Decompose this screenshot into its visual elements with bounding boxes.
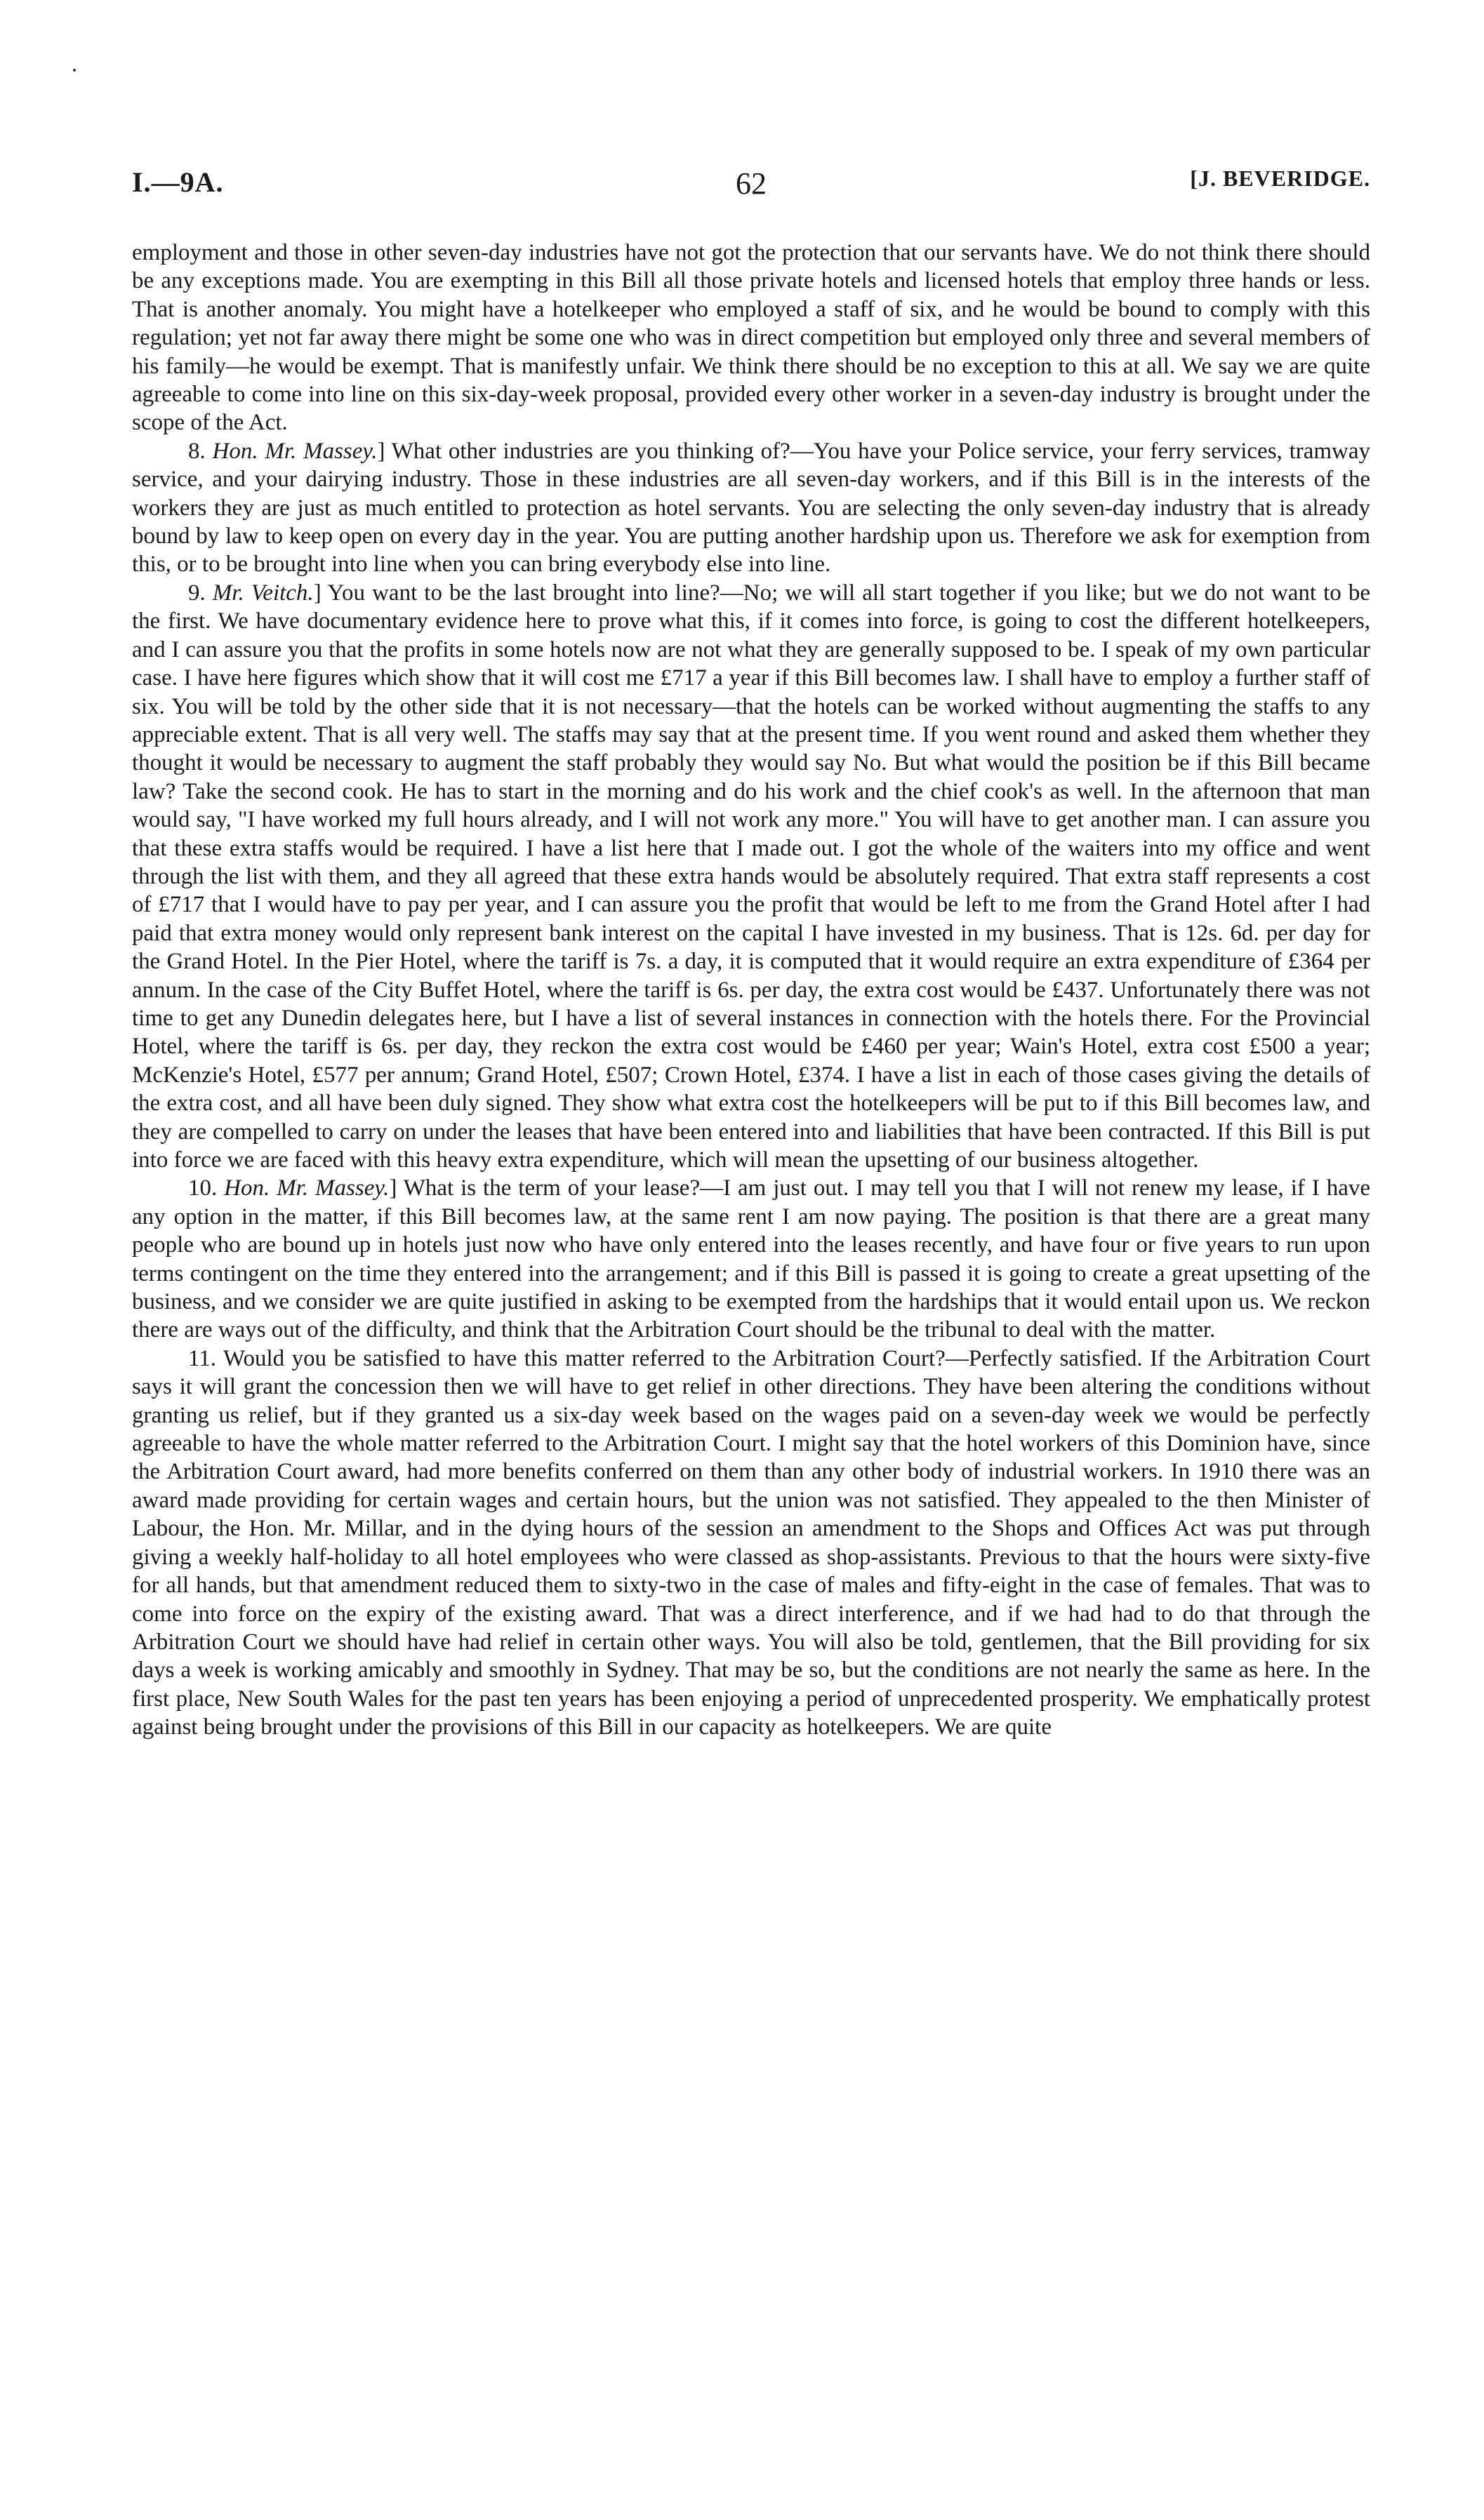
paragraph-text: Would you be satisfied to have this matter referred to the Arbitration Court?—Perfectly satisfied. If the Arbitration Court says it will grant the concession then we will have to get relief in other directions. They have been altering the conditions without granting us relief, but if they granted us a six-day week based on the wages paid on a seven-day week we would be perfectly agreeable to have the whole matter referred to the Arbitration Court. I might say that the hotel workers of this Dominion have, since the Arbitration Court award, had more benefits conferred on them than any other body of industrial workers. In 1910 there was an award made providing for certain wages and certain hours, but the union was not satisfied. They appealed to the then Minister of Labour, the Hon. Mr. Millar, and in the dying hours of the session an amendment to the Shops and Offices Act was put through giving a weekly half-holiday to all hotel employees who were classed as shop-assistants. Previous to that the hours were sixty-five for all hands, but that amendment reduced them to sixty-two in the case of males and fifty-eight in the case of females. That was to come into force on the expiry of the existing award. That was a direct interference, and if we had had to do that through the Arbitration Court we should have had relief in certain other ways. You will also be told, gentlemen, that the Bill providing for six days a week is working amicably and smoothly in Sydney. That may be so, but the conditions are not nearly the same as here. In the first place, New South Wales for the past ten years has been enjoying a period of unprecedented prosperity. We emphatically protest against being brought under the provisions of this Bill in our capacity as hotelkeepers. We are quite [132,1345,1370,1740]
report-reference: I.—9A. [132,166,224,198]
paragraph-text: employment and those in other seven-day industries have not got the protection that our servants have. We do not think there should be any exceptions made. You are exempting in this Bill all those private hotels and licensed hotels that employ three hands or less. That is another anomaly. You might have a hotelkeeper who employed a staff of six, and he would be bound to comply with this regulation; yet not far away there might be some one who was in direct competition but employed only three and several members of his family—he would be exempt. That is manifestly unfair. We think there should be no exception to this at all. We say we are quite agreeable to come into line on this six-day-week proposal, provided every other worker in a seven-day industry is brought under the scope of the Act. [132,240,1370,436]
question-8: 8. Hon. Mr. Massey.] What other industries are you thinking of?—You have your Police service, your ferry services, tramway service, and your dairying industry. Those in these industries are all seven-day workers, and if this Bill is in the interests of the workers they are just as much entitled to protection as hotel servants. You are selecting the only seven-day industry that is already bound by law to keep open on every day in the year. You are putting another hardship upon us. Therefore we ask for exemption from this, or to be brought into line when you can bring everybody else into line. [132,438,1371,578]
question-10: 10. Hon. Mr. Massey.] What is the term of your lease?—I am just out. I may tell you that I will not renew my lease, if I have any option in the matter, if this Bill becomes law, at the same rent I am now paying. The position is that there are a great many people who are bound up in hotels just now who have only entered into the leases recently, and have four or five years to run upon terms contingent on the time they entered into the arrangement; and if this Bill is passed it is going to create a great upsetting of the business, and we consider we are quite justified in asking to be exempted from the hardships that it would entail upon us. We reckon there are ways out of the difficulty, and think that the Arbitration Court should be the tribunal to deal with the matter. [132,1175,1371,1343]
question-number: 10. [188,1175,218,1201]
question-11 [132,1345,1370,1742]
speaker-name: Hon. Mr. Massey. [212,438,378,464]
witness-name: [J. BEVERIDGE. [1190,166,1370,191]
paragraph-text: You want to be the last brought into line?—No; we will all start together if you like; but we do not want to be the first. We have documentary evidence here to prove what this, if it comes into force, is going to cost the different hotelkeepers, and I can assure you that the profits in some hotels now are not what they are generally supposed to be. I speak of my own particular case. I have here figures which show that it will cost me £717 a year if this Bill becomes law. I shall have to employ a further staff of six. You will be told by the other side that it is not necessary—that the hotels can be worked without augmenting the staffs to any appreciable extent. That is all very well. The staffs may say that at the present time. If you went round and asked them whether they thought it would be necessary to augment the staff probably they would say No. But what would the position be if this Bill became law? Take the second cook. He has to start in the morning and do his work and the chief cook's as well. In the afternoon that man would say, "I have worked my full hours already, and I will not work any more." You will have to get another man. I can assure you that these extra staffs would be required. I have a list here that I made out. I got the whole of the waiters into my office and went through the list with them, and they all agreed that these extra hands would be absolutely required. That extra staff represents a cost of £717 that I would have to pay per year, and I can assure you the profit that would be left to me from the Grand Hotel after I had paid that extra money would only represent bank interest on the capital I have invested in my business. That is 12s. 6d. per day for the Grand Hotel. In the Pier Hotel, where the tariff is 7s. a day, it is computed that it would require an extra expenditure of £364 per annum. In the case of the City Buffet Hotel, where the tariff is 6s. per day, the extra cost would be £437. Unfortunately there was not time to get any Dunedin delegates here, but I have a list of several instances in connection with the hotels there. For the Provincial Hotel, where the tariff is 6s. per day, they reckon the extra cost would be £460 per year; Wain's Hotel, extra cost £500 a year; McKenzie's Hotel, £577 per annum; Grand Hotel, £507; Crown Hotel, £374. I have a list in each of those cases giving the details of the extra cost, and all have been duly signed. They show what extra cost the hotelkeepers will be put to if this Bill becomes law, and they are compelled to carry on under the leases that have been entered into and liabilities that have been contracted. If this Bill is put into force we are faced with this heavy extra expenditure, which will mean the upsetting of our business altogether. [132,580,1370,1173]
scan-speck [73,69,76,72]
paragraph-text: What other industries are you thinking of?—You have your Police service, your ferry services, tramway service, and your dairying industry. Those in these industries are all seven-day workers, and if this Bill is in the interests of the workers they are just as much entitled to protection as hotel servants. You are selecting the only seven-day industry that is already bound by law to keep open on every day in the year. You are putting another hardship upon us. Therefore we ask for exemption from this, or to be brought into line when you can bring everybody else into line. [132,438,1371,578]
speaker-name: Hon. Mr. Massey. [224,1175,390,1201]
page-header [132,166,1370,208]
paragraph-continuation [132,239,1370,437]
question-number: 8. [188,438,206,464]
speaker-name: Mr. Veitch. [212,580,314,606]
question-number: 9. [188,580,206,606]
question-number: 11. [188,1345,217,1371]
document-body [132,239,1370,1742]
page-number: 62 [736,166,767,201]
question-9: 9. Mr. Veitch.] You want to be the last brought into line?—No; we will all start together if you like; but we do not want to be the first. We have documentary evidence here to prove what this, if it comes into force, is going to cost the different hotelkeepers, and I can assure you that the profits in some hotels now are not what they are generally supposed to be. I speak of my own particular case. I have here figures which show that it will cost me £717 a year if this Bill becomes law. I shall have to employ a further staff of six. You will be told by the other side that it is not necessary—that the hotels can be worked without augmenting the staffs to any appreciable extent. That is all very well. The staffs may say that at the present time. If you went round and asked them whether they thought it would be necessary to augment the staff probably they would say No. But what would the position be if this Bill became law? Take the second cook. He has to start in the morning and do his work and the chief cook's as well. In the afternoon that man would say, "I have worked my full hours already, and I will not work any more." You will have to get another man. I can assure you that these extra staffs would be required. I have a list here that I made out. I got the whole of the waiters into my office and went through the list with them, and they all agreed that these extra hands would be absolutely required. That extra staff represents a cost of £717 that I would have to pay per year, and I can assure you the profit that would be left to me from the Grand Hotel after I had paid that extra money would only represent bank interest on the capital I have invested in my business. That is 12s. 6d. per day for the Grand Hotel. In the Pier Hotel, where the tariff is 7s. a day, it is computed that it would require an extra expenditure of £364 per annum. In the case of the City Buffet Hotel, where the tariff is 6s. per day, the extra cost would be £437. Unfortunately there was not time to get any Dunedin delegates here, but I have a list of several instances in connection with the hotels there. For the Provincial Hotel, where the tariff is 6s. per day, they reckon the extra cost would be £460 per year; Wain's Hotel, extra cost £500 a year; McKenzie's Hotel, £577 per annum; Grand Hotel, £507; Crown Hotel, £374. I have a list in each of those cases giving the details of the extra cost, and all have been duly signed. They show what extra cost the hotelkeepers will be put to if this Bill becomes law, and they are compelled to carry on under the leases that have been entered into and liabilities that have been contracted. If this Bill is put into force we are faced with this heavy extra expenditure, which will mean the upsetting of our business altogether. [132,580,1370,1173]
paragraph-text: What is the term of your lease?—I am just out. I may tell you that I will not renew my lease, if I have any option in the matter, if this Bill becomes law, at the same rent I am now paying. The position is that there are a great many people who are bound up in hotels just now who have only entered into the leases recently, and have four or five years to run upon terms contingent on the time they entered into the arrangement; and if this Bill is passed it is going to create a great upsetting of the business, and we consider we are quite justified in asking to be exempted from the hardships that it would entail upon us. We reckon there are ways out of the difficulty, and think that the Arbitration Court should be the tribunal to deal with the matter. [132,1175,1371,1343]
